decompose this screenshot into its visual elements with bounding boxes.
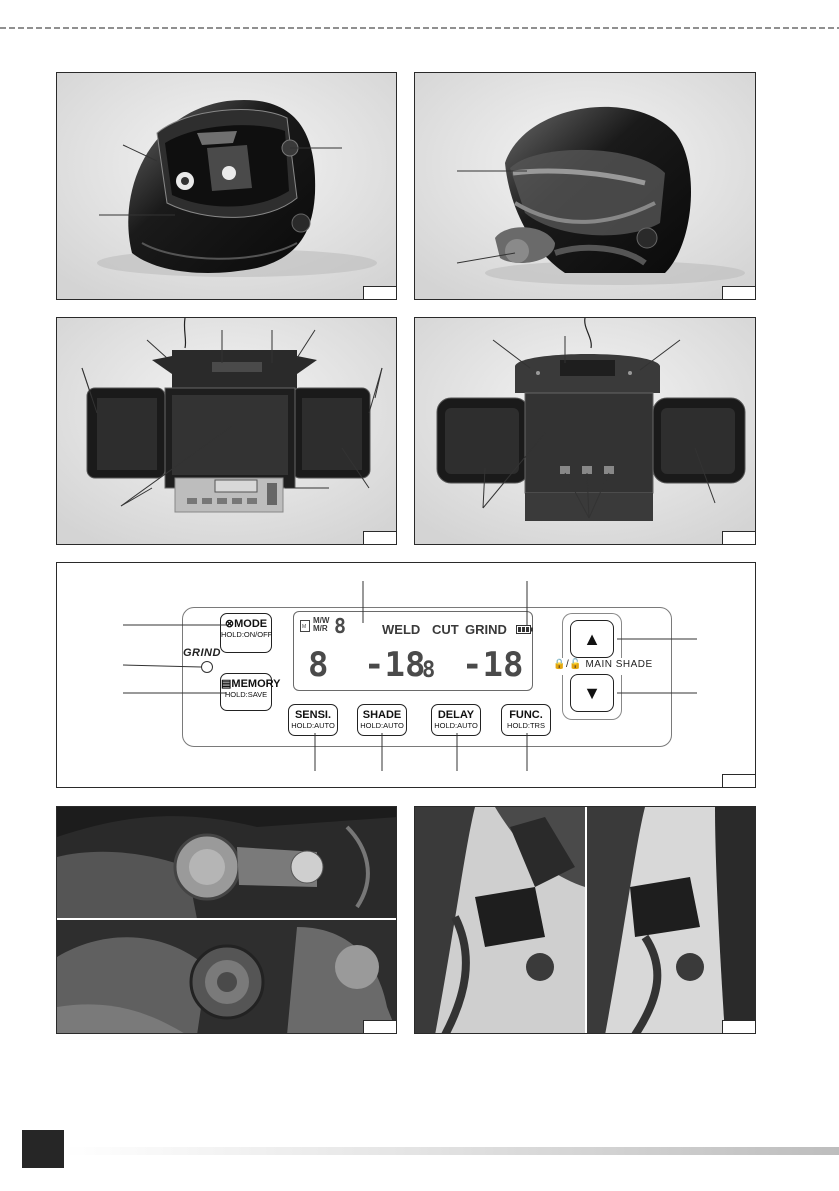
figure-helmet-front bbox=[56, 72, 397, 300]
figure-headband-adjust bbox=[414, 806, 756, 1034]
lcd-display bbox=[293, 611, 533, 691]
shade-button[interactable] bbox=[357, 704, 407, 736]
lcd-mode-digit: 8 bbox=[334, 614, 347, 638]
figure-tag bbox=[363, 1020, 396, 1033]
func-button-sub: HOLD:TRS bbox=[507, 721, 545, 730]
lcd-digit-2-small: 8 bbox=[422, 658, 436, 683]
lock-icon: 🔒/🔓 bbox=[553, 659, 583, 670]
triangle-up-icon: ▲ bbox=[583, 629, 601, 649]
figure-control-panel bbox=[56, 562, 756, 788]
page-number-block bbox=[22, 1130, 64, 1168]
circle-cross-icon: ⊗ bbox=[224, 618, 235, 630]
mode-button-sub: HOLD:ON/OFF bbox=[221, 630, 273, 639]
cartridge-front-photo bbox=[57, 318, 397, 545]
lcd-digit-3: -18 bbox=[462, 645, 524, 685]
shade-up-button[interactable] bbox=[570, 620, 614, 658]
sensi-button[interactable] bbox=[288, 704, 338, 736]
sensi-button-sub: HOLD:AUTO bbox=[291, 721, 335, 730]
lcd-digit-2: -18 bbox=[364, 645, 426, 685]
battery-icon bbox=[516, 625, 534, 635]
figure-cartridge-front bbox=[56, 317, 397, 545]
cut-line bbox=[0, 0, 839, 60]
figure-knob-adjust bbox=[56, 806, 397, 1034]
memory-card-icon: ▤ bbox=[221, 678, 232, 690]
cartridge-back-photo bbox=[415, 318, 756, 545]
figure-tag bbox=[722, 531, 755, 544]
svg-text:M: M bbox=[302, 624, 307, 630]
main-shade-label: 🔒/🔓 MAIN SHADE bbox=[553, 659, 653, 670]
memory-slot-icon bbox=[300, 620, 310, 632]
figure-tag bbox=[363, 531, 396, 544]
delay-button[interactable] bbox=[431, 704, 481, 736]
mode-button[interactable] bbox=[220, 613, 272, 653]
grind-indicator-label: GRIND bbox=[183, 647, 221, 659]
lcd-cut: CUT bbox=[432, 622, 459, 637]
helmet-back-photo bbox=[415, 73, 756, 300]
mode-button-label: MODE bbox=[234, 618, 268, 630]
grind-led bbox=[201, 661, 213, 673]
memory-button-label: MEMORY bbox=[231, 678, 281, 690]
func-button-label: FUNC. bbox=[509, 709, 543, 721]
lcd-digit-1: 8 bbox=[308, 645, 329, 685]
memory-button-sub: HOLD:SAVE bbox=[224, 690, 268, 699]
figure-helmet-back bbox=[414, 72, 756, 300]
lcd-grind: GRIND bbox=[465, 622, 507, 637]
figure-tag bbox=[363, 286, 396, 299]
knob-adjust-photo bbox=[57, 807, 397, 1034]
memory-button[interactable] bbox=[220, 673, 281, 711]
delay-button-label: DELAY bbox=[437, 709, 475, 721]
headband-adjust-photo bbox=[415, 807, 756, 1034]
func-button[interactable] bbox=[501, 704, 551, 736]
helmet-front-photo bbox=[57, 73, 397, 300]
figure-tag bbox=[722, 1020, 755, 1033]
lcd-mode-text: M/W M/R bbox=[313, 616, 330, 633]
footer-bar bbox=[64, 1147, 839, 1155]
shade-button-label: SHADE bbox=[362, 709, 402, 721]
shade-button-sub: HOLD:AUTO bbox=[360, 721, 404, 730]
figure-cartridge-back bbox=[414, 317, 756, 545]
sensi-button-label: SENSI. bbox=[294, 709, 332, 721]
lcd-weld: WELD bbox=[382, 622, 421, 637]
figure-tag bbox=[722, 774, 755, 787]
figure-tag bbox=[722, 286, 755, 299]
shade-down-button[interactable] bbox=[570, 674, 614, 712]
triangle-down-icon: ▼ bbox=[583, 683, 601, 703]
delay-button-sub: HOLD:AUTO bbox=[434, 721, 478, 730]
